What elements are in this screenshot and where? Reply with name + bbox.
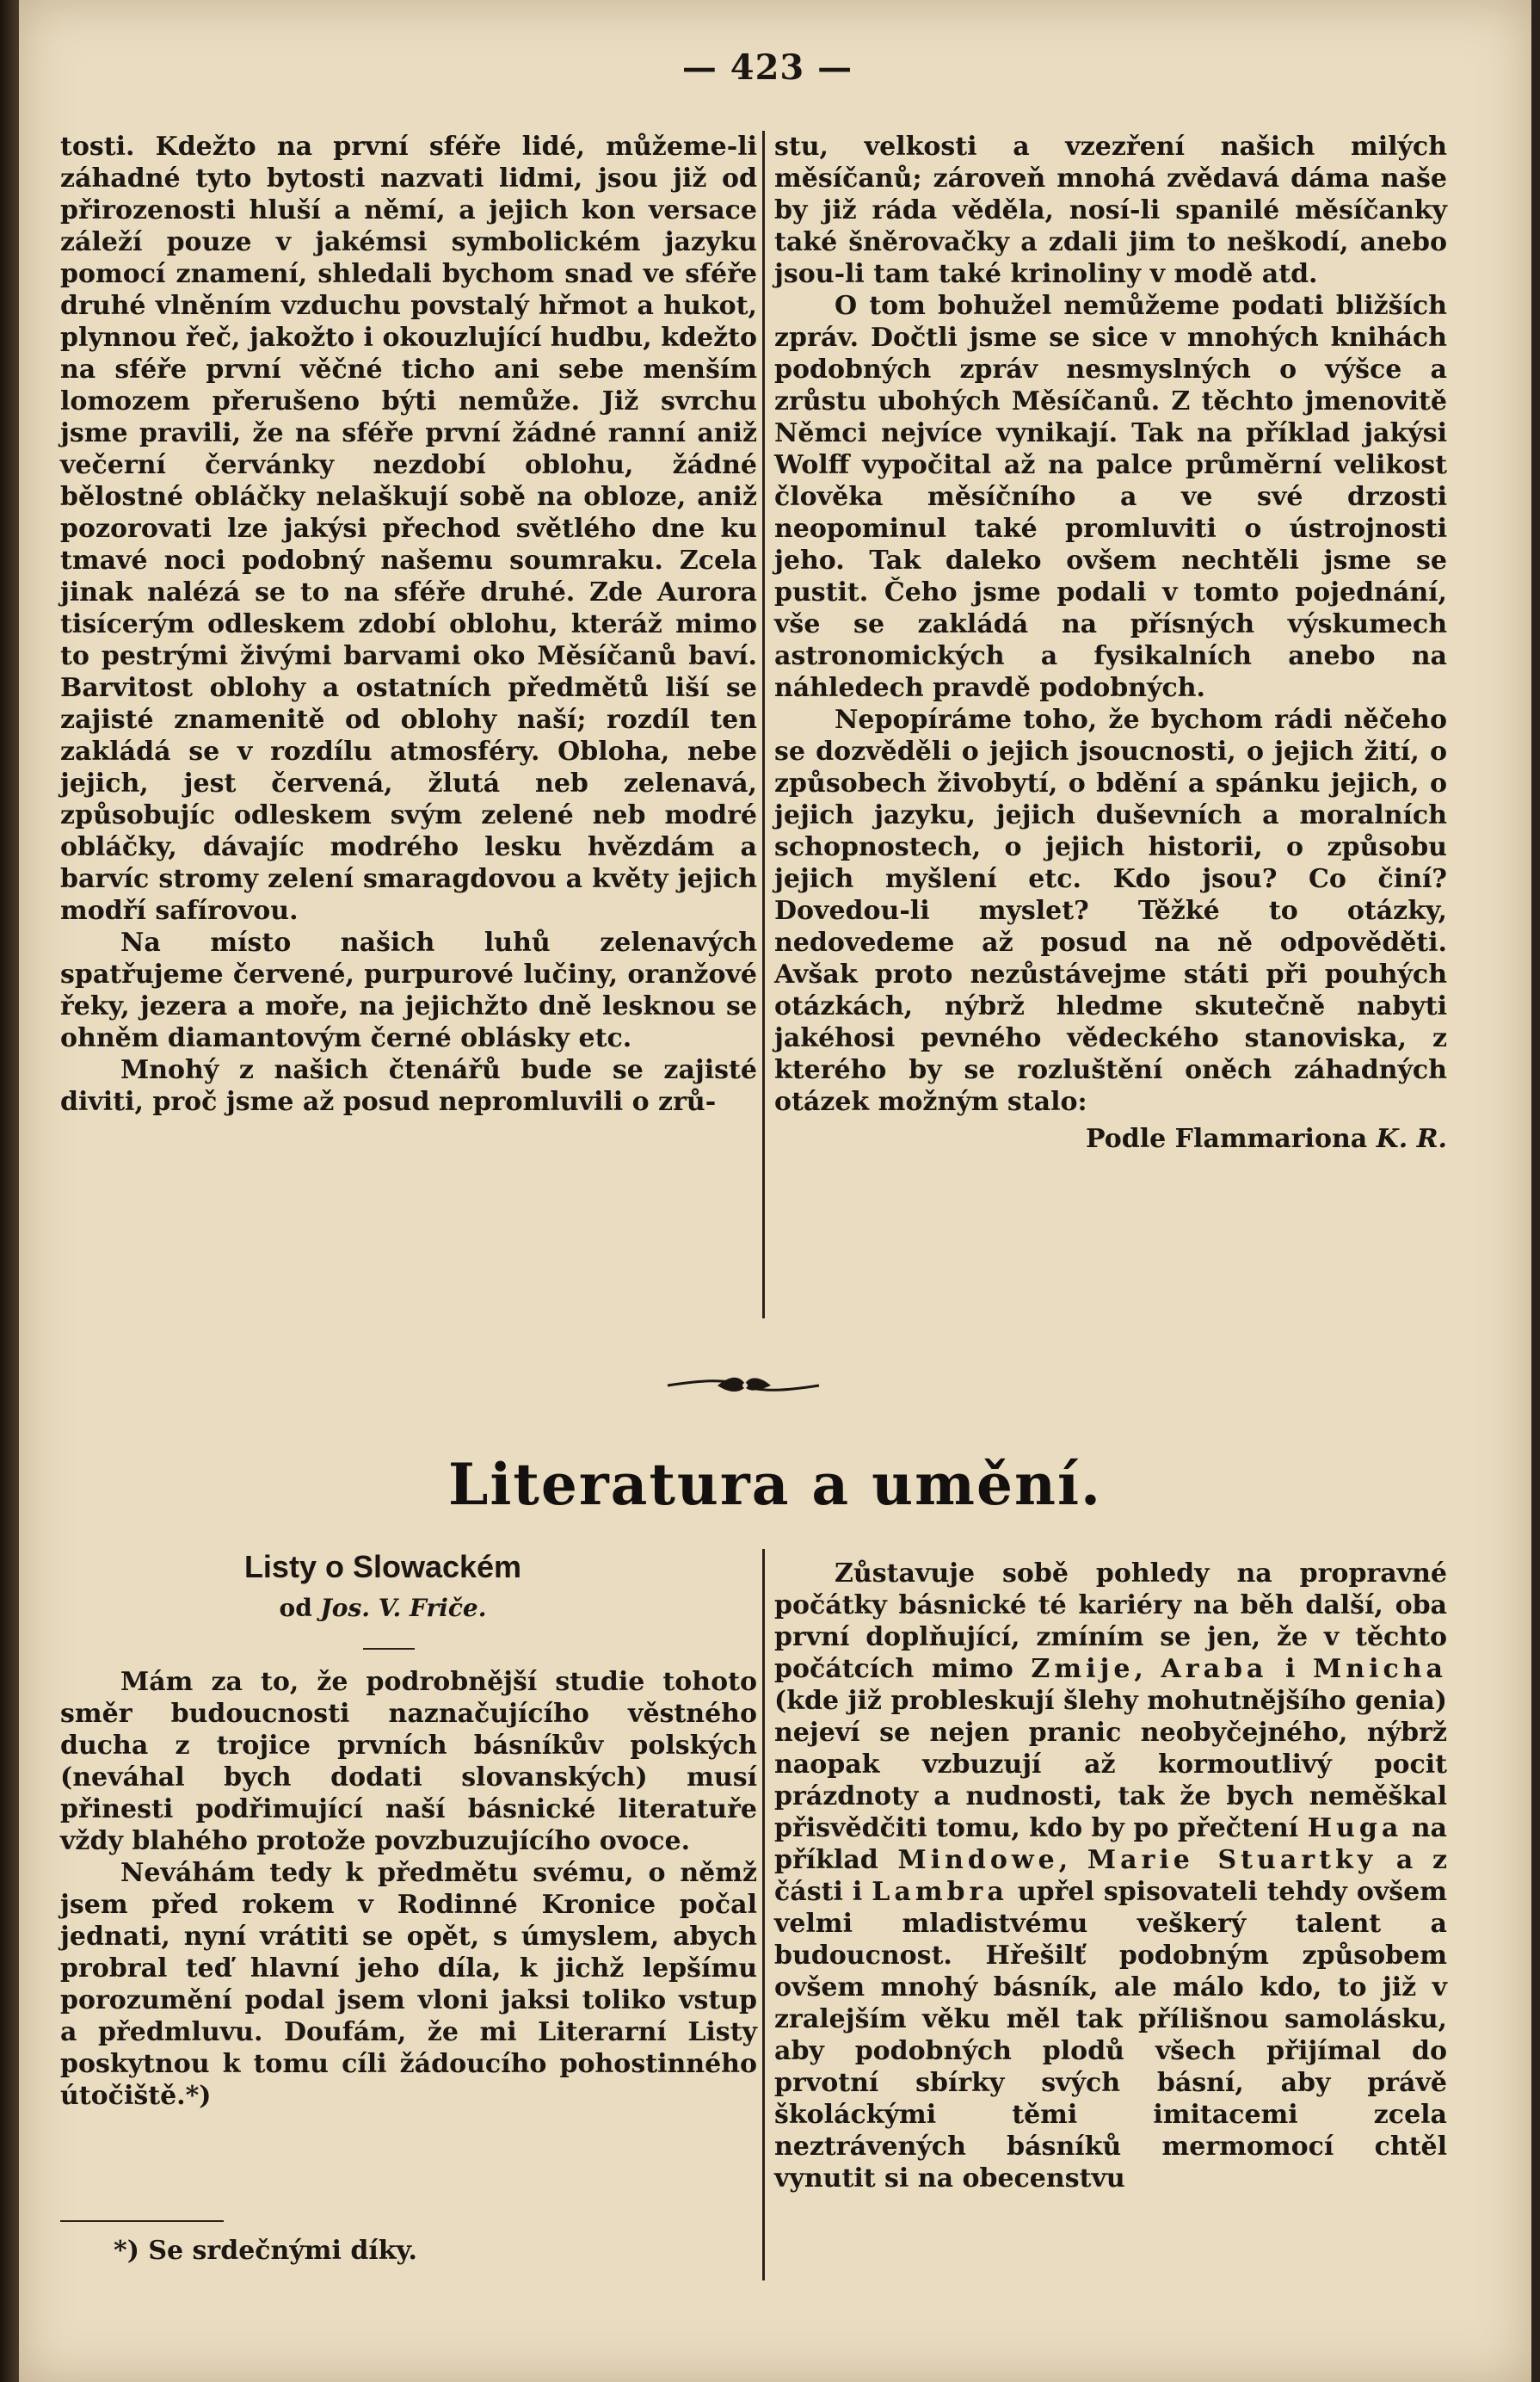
article-author bbox=[9, 1594, 757, 1622]
article-title: Listy o Slowackém bbox=[243, 1549, 522, 1584]
column-divider bbox=[762, 131, 765, 1318]
paragraph: Mám za to, že podrobnější studie tohoto směr budoucnosti naznačujícího věstného ducha z trojice prvních básníkův polských (neváhal bych dodati slovanských) musí přinesti podřimující naší básnické literatuře vždy blahého protože povzbuzujícího ovoce. bbox=[60, 1667, 757, 1856]
spaced-name: Lambra bbox=[872, 1877, 1008, 1907]
paragraph: Mnohý z našich čtenářů bude se zajisté diviti, proč jsme až posud nepromluvili o zrů- bbox=[60, 1055, 757, 1117]
page-binding-edge bbox=[0, 0, 19, 2382]
spaced-name: Mnicha bbox=[1313, 1654, 1447, 1684]
paragraph: O tom bohužel nemůžeme podati bližších zpráv. Dočtli jsme se sice v mnohých knihách podobných zpráv nesmyslných o výšce a zrůstu ubohých Měsíčanů. Z těchto jmenovitě Němci nejvíce vynikají. Tak na příklad jakýsi Wolff vypočital až na palce průměrní velikost člověka měsíčního a ve své drzosti neopominul také promluviti o ústrojnosti jeho. Tak daleko ovšem nechtěli jsme se pustit. Čeho jsme podali v tomto pojednání, vše se zakládá na přísných výskumech astronomických a fysikalních anebo na náhledech pravdě podobných. bbox=[774, 291, 1447, 703]
signature-prefix: Podle Flammariona bbox=[1086, 1124, 1368, 1154]
spaced-name: Zmije bbox=[1031, 1654, 1135, 1684]
author-name: Jos. V. Friče. bbox=[320, 1594, 487, 1622]
title-rule bbox=[363, 1648, 415, 1650]
author-prefix: od bbox=[279, 1594, 312, 1622]
spaced-name: Araba bbox=[1161, 1654, 1268, 1684]
paragraph: Na místo našich luhů zelenavých spatřujeme červené, purpurové lučiny, oranžové řeky, jezera a moře, na jejichžto dně lesknou se ohněm diamantovým černé oblásky etc. bbox=[60, 928, 757, 1053]
article-header bbox=[60, 1549, 757, 1622]
paragraph: tosti. Kdežto na první sféře lidé, můžeme-li záhadné tyto bytosti nazvati lidmi, jsou již od přirozenosti hluší a němí, a jejich kon versace záleží pouze v jakémsi symbolickém jazyku pomocí znamení, shledali bychom snad ve sféře druhé vlněním vzduchu povstalý hřmot a hukot, plynnou řeč, jakožto i okouzlující hudbu, kdežto na sféře první věčné ticho ani sebe menším lomozem přerušeno býti nemůže. Již svrchu jsme pravili, že na sféře první žádné ranní aniž večerní červánky nezdobí oblohu, žádné bělostné obláčky nelaškují sobě na obloze, aniž pozorovati lze jakýsi přechod světlého dne ku tmavé noci podobný našemu soumraku. Zcela jinak nalézá se to na sféře druhé. Zde Aurora tisícerým odleskem zdobí oblohu, kteráž mimo to pestrými živými barvami oko Měsíčanů baví. Barvitost oblohy a ostatních předmětů liší se zajisté znamenitě od oblohy naší; rozdíl ten zakládá se v rozdílu atmosféry. Obloha, nebe jejich, jest červená, žlutá neb zelenavá, způsobujíc odleskem svým zelené neb modré obláčky, dávajíc modrého lesku hvězdám a barvíc stromy zelení smaragdovou a květy jejich modří safírovou. bbox=[60, 132, 757, 926]
top-left-column bbox=[60, 131, 757, 1118]
spaced-name: Huga bbox=[1307, 1813, 1403, 1843]
paragraph: Zůstavuje sobě pohledy na propravné počátky básnické té kariéry na běh další, oba první doplňující, zmíním se jen, že v těchto počátcích mimo Zmije, Araba i Mnicha (kde již probleskují šlehy mohutnějšího genia) nejeví se nejen pranic neobyčejného, nýbrž naopak vzbuzují až kormoutlivý pocit prázdnoty a nudnosti, tak že bych neměškal přisvědčiti tomu, kdo by po přečtení Huga na příklad Mindowe, Marie Stuartky a z části i Lambra upřel spisovateli tehdy ovšem velmi mladistvému veškerý talent a budoucnost. Hřešilť podobným způsobem ovšem mnohý básník, ale málo kdo, to již v zralejším věku měl tak přílišnou samolásku, aby podobných plodů všech přijímal do prvotní sbírky svých básní, aby právě školáckými těmi imitacemi zcela neztrávených básníků mermomocí chtěl vynutit si na obecenstvu bbox=[774, 1558, 1448, 2194]
document-page bbox=[19, 0, 1531, 2382]
column-divider bbox=[762, 1549, 765, 2280]
footnote-rule bbox=[60, 2220, 224, 2222]
paragraph: Nepopíráme toho, že bychom rádi něčeho se dozvěděli o jejich jsoucnosti, o jejich žití, o způsobech živobytí, o bdění a spánku jejich, o jejich jazyku, jejich duševních a moralních schopnostech, o jejich historii, o způsobu jejich myšlení etc. Kdo jsou? Co činí? Dovedou-li myslet? Těžké to otázky, nedovedeme až posud na ně odpověděti. Avšak proto nezůstávejme státi při pouhých otázkách, nýbrž hledme skutečně nabyti jakéhosi pevného vědeckého stanoviska, z kterého by se rozluštění oněch záhadných otázek možným stalo: bbox=[774, 705, 1447, 1117]
top-right-column bbox=[774, 131, 1447, 1155]
bottom-right-column bbox=[774, 1558, 1447, 2194]
spaced-name: Marie Stuartky bbox=[1087, 1845, 1377, 1875]
ornament-divider-icon bbox=[666, 1370, 821, 1401]
paragraph: Neváhám tedy k předmětu svému, o němž jsem před rokem v Rodinné Kronice počal jednati, nyní vrátiti se opět, s úmyslem, abych probral teď hlavní jeho díla, k jichž lepšímu porozumění podal jsem vloni jaksi toliko vstup a předmluvu. Doufám, že mi Literarní Listy poskytnou k tomu cíli žádoucího pohostinného útočiště.*) bbox=[60, 1858, 757, 2111]
bottom-left-column bbox=[60, 1666, 757, 2112]
footnote: *) Se srdečnými díky. bbox=[114, 2236, 417, 2266]
article-signature bbox=[774, 1123, 1447, 1155]
paragraph: stu, velkosti a vzezření našich milých měsíčanů; zároveň mnohá zvědavá dáma naše by již ráda věděla, nosí-li spanilé měsíčanky také šněrovačky a zdali jim to neškodí, anebo jsou-li tam také krinoliny v modě atd. bbox=[774, 132, 1447, 289]
page-number: — 423 — bbox=[681, 47, 853, 88]
signature-initials: K. R. bbox=[1376, 1124, 1447, 1154]
spaced-name: Mindowe bbox=[897, 1845, 1059, 1875]
section-title: Literatura a umění. bbox=[447, 1451, 1103, 1518]
